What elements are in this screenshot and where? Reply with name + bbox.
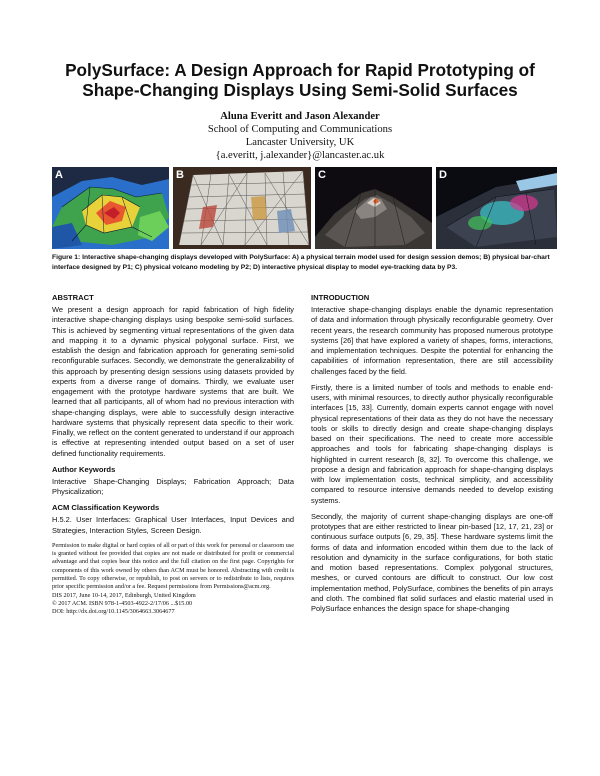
title-line-2: Shape-Changing Displays Using Semi-Solid Surfaces (82, 80, 518, 100)
panel-label-c: C (318, 169, 326, 181)
terrain-model-image (52, 167, 169, 249)
panel-label-b: B (176, 169, 184, 181)
copyright-line: © 2017 ACM. ISBN 978-1-4503-4922-2/17/06 ...$15.00 (52, 599, 193, 607)
introduction-paragraph-2: Firstly, there is a limited number of tools and methods to enable end-users, with minimal resources, to directly author physically reconfigurable interfaces [15, 33]. Currently, domain experts cannot engage with novel physical representations of their data as they do not have the necessary tools or skills to directly design and create shape-changing displays based on their specifications. The need to create more accessible approaches and tools for fabricating shape-changing displays is highlighted in current research [8, 32]. To overcome this challenge, we propose a design and fabrication approach for shape-changing displays with low implementation costs, technical simplicity, and accessibility compared to resource intensive demands needed to develop existing systems. (311, 382, 553, 505)
abstract-heading: ABSTRACT (52, 293, 94, 302)
paper-title (40, 60, 560, 100)
left-column (52, 293, 294, 616)
volcano-model-image (315, 167, 432, 249)
abstract-text: We present a design approach for rapid fabrication of high fidelity interactive shape-changing displays using bespoke semi-solid surfaces. This is achieved by segmenting virtual representations of the given data and mapping it to a dynamic physical polygonal surface. First, we establish the design and fabrication approach for generating semi-solid reconfigurable surfaces. Secondly, we demonstrate the generalizability of this approach by presenting design sessions using datasets provided by experts from a diverse range of domains. Thirdly, we evaluate user engagement with the prototype hardware systems that are built. We learned that all participants, all of whom had no previous interaction with shape-changing displays, were able to successfully design interactive hardware systems that physically represent data specific to their work. Finally, we reflect on the content generated to understand if our approach is effective at representing intended output based on a set of user defined functionality requirements. (52, 305, 294, 458)
eye-tracking-display-image (436, 167, 557, 249)
acm-heading: ACM Classification Keywords (52, 503, 160, 513)
author-names: Aluna Everitt and Jason Alexander (220, 111, 380, 122)
permission-notice: Permission to make digital or hard copies of all or part of this work for personal or classroom use is granted without fee provided that copies are not made or distributed for profit or commercial advantage and that copies bear this notice and the full citation on the first page. Copyrights for components of this work owned by others than ACM must be honored. Abstracting with credit is permitted. To copy otherwise, or republish, to post on servers or to redistribute to lists, requires prior specific permission and/or a fee. Request permissions from Permissions@acm.org. (52, 541, 294, 591)
title-line-1: PolySurface: A Design Approach for Rapid Prototyping of (65, 60, 535, 80)
panel-label-a: A (55, 169, 63, 181)
figure-panel-d (436, 167, 557, 249)
teaser-figure (52, 167, 557, 249)
introduction-heading: INTRODUCTION (311, 293, 370, 302)
panel-label-d: D (439, 169, 447, 181)
introduction-paragraph-1: Interactive shape-changing displays enable the dynamic representation of data and information through physically reconfigurable geometry. Over recent years, the research community has proposed numerous prototype systems [26] that have explored a variety of shapes, forms, interactions, and implementation techniques. Despite the potential for enhancing the capabilities of information representation, there are still accessibility challenges faced by the field. (311, 305, 553, 376)
introduction-paragraph-3: Secondly, the majority of current shape-changing displays are one-off prototypes that are either restricted to linear pin-based [12, 17, 21, 23] or continuous surface outputs [6, 29, 35]. These hardware systems limit the forms of data and information encoded within them due to the lack of resolution and dynamicity in the surface configurations, for both static and motion based representations. Complex polygonal structures, meshes, or curved contours are difficult to construct. Our low cost implementation method, PolySurface, combines the benefits of pin arrays and cloth. The combined flat solid surfaces and elastic material used in PolySurface enhances the design space for shape-changing (311, 511, 553, 613)
author-emails: {a.everitt, j.alexander}@lancaster.ac.uk (215, 150, 385, 161)
affiliation-university: Lancaster University, UK (245, 137, 355, 148)
affiliation-school: School of Computing and Communications (207, 124, 393, 135)
keywords-heading: Author Keywords (52, 464, 116, 474)
keywords-text: Interactive Shape-Changing Displays; Fabrication Approach; Data Physicalization; (52, 476, 294, 496)
figure-panel-a (52, 167, 169, 249)
conference-line: DIS 2017, June 10-14, 2017, Edinburgh, United Kingdom (52, 591, 196, 599)
author-block (40, 110, 560, 162)
right-column (311, 293, 553, 620)
acm-text: H.5.2. User Interfaces: Graphical User Interfaces, Input Devices and Strategies, Interaction Styles, Screen Design. (52, 515, 294, 535)
bar-chart-surface-image (173, 167, 311, 249)
figure-panel-b (173, 167, 311, 249)
figure-caption: Figure 1: Interactive shape-changing displays developed with PolySurface: A) a physical terrain model used for design session demos; B) physical bar-chart interface designed by P1; C) physical volcano modeling by P2; D) interactive physical display to model eye-tracking data by P3. (52, 254, 550, 271)
doi-line: DOI: http://dx.doi.org/10.1145/3064663.3064677 (52, 608, 175, 616)
figure-panel-c (315, 167, 432, 249)
